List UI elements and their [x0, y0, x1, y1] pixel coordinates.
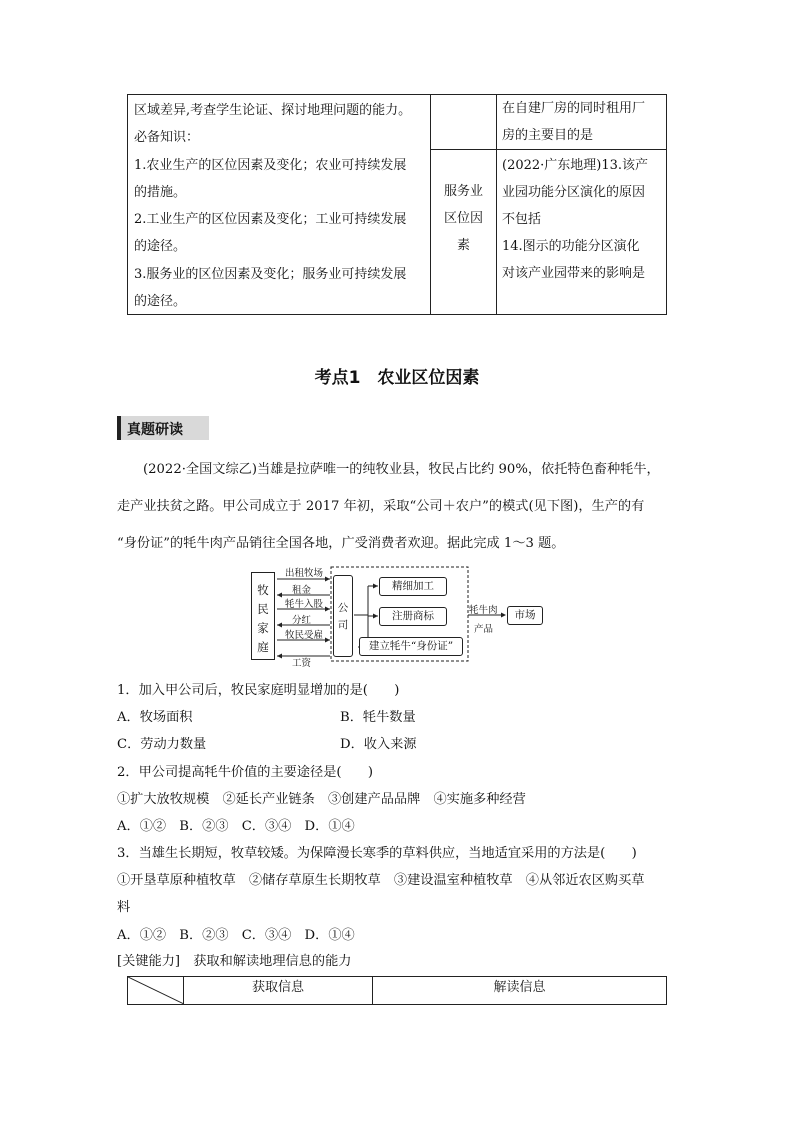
- box-char: 牧: [257, 583, 269, 597]
- question-3-items: ①开垦草原种植牧草 ②储存草原生长期牧草 ③建设温室种植牧草 ④从邻近农区购买草: [117, 873, 645, 888]
- product-label: 牦牛肉: [469, 605, 498, 616]
- table-middle-top-cell: [431, 95, 496, 150]
- table-line: 3.服务业的区位因素及变化；服务业可持续发展: [134, 266, 407, 282]
- intro-line: (2022·全国文综乙)当雄是拉萨唯一的纯牧业县，牧民占比约 90%，依托特色畜种牦牛，: [143, 462, 660, 477]
- section-banner: [117, 416, 209, 440]
- box-char: 司: [337, 619, 349, 631]
- question-2-options: A．①② B．②③ C．③④ D．①④: [117, 819, 355, 834]
- question-2: 2．甲公司提高牦牛价值的主要途径是( ): [117, 765, 374, 780]
- action-box: 注册商标: [379, 607, 447, 626]
- table-right-bottom-cell: [497, 150, 666, 314]
- table-line: 的措施。: [134, 184, 187, 200]
- table-middle-column: [431, 95, 497, 314]
- flow-label: 出租牧场: [285, 568, 324, 579]
- table-line: 区位因: [443, 211, 483, 226]
- flow-label: 租金: [292, 585, 312, 596]
- option-d: D．收入来源: [340, 737, 417, 752]
- table-line: 房的主要目的是: [502, 128, 594, 143]
- flow-label: 牧民受雇: [285, 630, 324, 641]
- table-line: 对该产业园带来的影响是: [502, 266, 646, 281]
- question-1: 1．加入甲公司后，牧民家庭明显增加的是( ): [117, 683, 400, 698]
- product-label: 产品: [474, 624, 494, 635]
- diagonal-header-cell: [128, 977, 184, 1004]
- table-line: 必备知识：: [134, 130, 200, 146]
- option-b: B．牦牛数量: [340, 710, 416, 725]
- section-title: 考点1 农业区位因素: [314, 368, 480, 388]
- action-box: 建立牦牛“身份证”: [359, 637, 463, 656]
- info-table: [127, 976, 667, 1005]
- table-line: 服务业: [443, 184, 483, 199]
- banner-label: 真题研读: [127, 422, 183, 438]
- question-2-items: ①扩大放牧规模 ②延长产业链条 ③创建产品品牌 ④实施多种经营: [117, 792, 526, 807]
- table-line: 素: [456, 238, 470, 253]
- box-char: 家: [257, 621, 269, 635]
- header-obtain-info: 获取信息: [184, 977, 373, 1004]
- table-line: 的途径。: [134, 294, 187, 310]
- company-box: [333, 575, 353, 657]
- table-middle-bottom-cell: [431, 150, 496, 314]
- key-ability-label: [关键能力] 获取和解读地理信息的能力: [117, 954, 352, 969]
- table-line: 1.农业生产的区位因素及变化；农业可持续发展: [134, 157, 407, 173]
- table-line: 在自建厂房的同时租用厂: [502, 101, 646, 116]
- table-line: 区域差异,考查学生论证、探讨地理问题的能力。: [134, 103, 412, 118]
- intro-line: 走产业扶贫之路。甲公司成立于 2017 年初，采取“公司＋农户”的模式(见下图)，生产的有: [117, 499, 645, 514]
- question-3-items-cont: 料: [117, 900, 131, 915]
- table-right-top-cell: [497, 95, 666, 150]
- option-a: A．牧场面积: [117, 710, 193, 725]
- table-line: 的途径。: [134, 239, 187, 255]
- competency-table: [127, 94, 667, 315]
- market-box: 市场: [507, 606, 543, 625]
- action-box: 精细加工: [379, 577, 447, 596]
- table-right-column: [497, 95, 666, 314]
- option-c: C．劳动力数量: [117, 737, 207, 752]
- flow-label: 分红: [292, 615, 312, 626]
- flow-label: 工资: [292, 658, 312, 669]
- box-char: 公: [337, 602, 349, 614]
- diagonal-line: [128, 977, 184, 1004]
- table-line: 不包括: [502, 212, 542, 227]
- intro-line: “身份证”的牦牛肉产品销往全国各地，广受消费者欢迎。据此完成 1～3 题。: [117, 536, 565, 551]
- herder-family-box: [251, 572, 275, 660]
- flow-label: 牦牛入股: [285, 599, 324, 610]
- table-line: 14.图示的功能分区演化: [502, 239, 640, 254]
- table-line: (2022·广东地理)13.该产: [502, 158, 649, 173]
- table-left-cell: [128, 95, 431, 314]
- question-3: 3．当雄生长期短，牧草较矮。为保障漫长寒季的草料供应，当地适宜采用的方法是( ): [117, 846, 637, 861]
- question-3-options: A．①② B．②③ C．③④ D．①④: [117, 928, 355, 943]
- table-line: 业园功能分区演化的原因: [502, 185, 646, 200]
- box-char: 庭: [257, 640, 269, 654]
- box-char: 民: [257, 602, 269, 616]
- company-model-diagram: [248, 565, 548, 667]
- header-interpret-info: 解读信息: [493, 980, 546, 995]
- table-line: 2.工业生产的区位因素及变化；工业可持续发展: [134, 212, 407, 228]
